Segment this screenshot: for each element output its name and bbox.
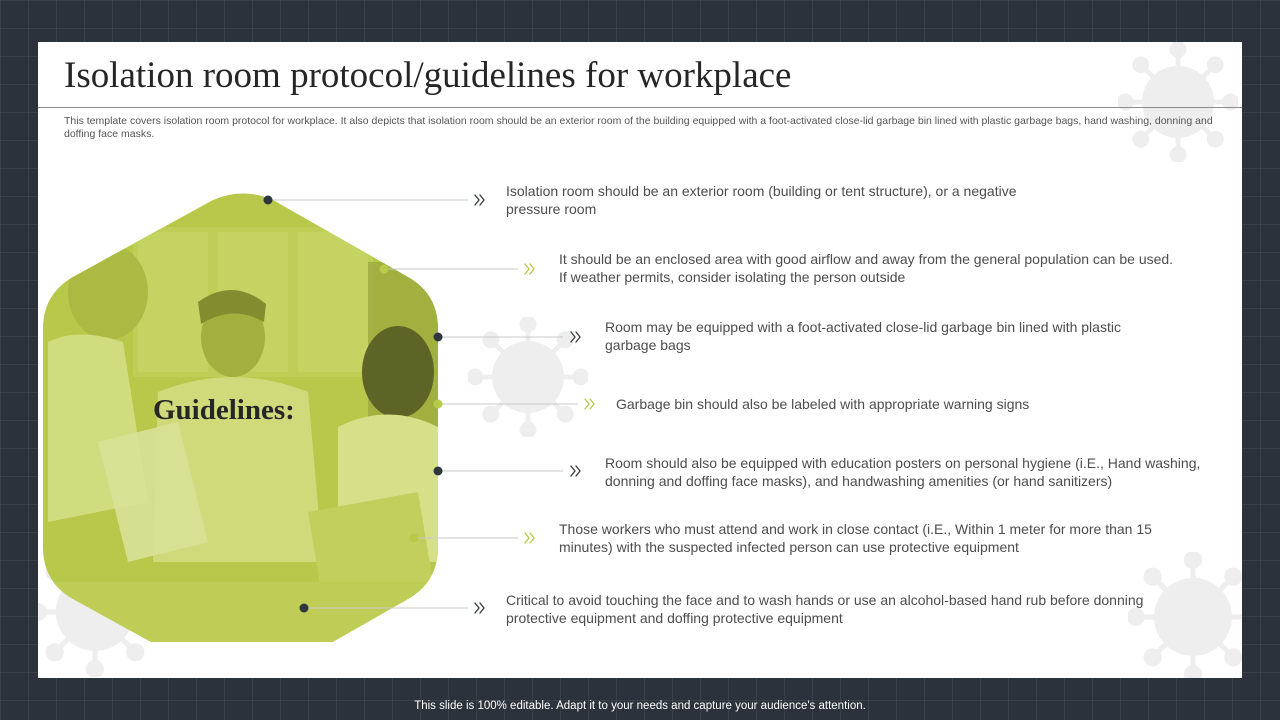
guideline-item-1: Isolation room should be an exterior room (building or tent structure), or a negative pressure room (506, 183, 1017, 217)
connector-lines (38, 42, 1242, 678)
slide (38, 42, 1242, 678)
marker-dot (434, 333, 443, 342)
page-subtitle: This template covers isolation room protocol for workplace. It also depicts that isolation room should be an exterior room of the building equipped with a foot-activated close-lid garbage bin lined with plastic garbage bags, hand washing, donning and doffing face masks. (64, 115, 1213, 140)
double-chevron-right-icon (475, 603, 484, 613)
hexagon-label: Guidelines: (153, 394, 295, 426)
guideline-item-4: Garbage bin should also be labeled with appropriate warning signs (616, 396, 1030, 412)
guideline-item-7: Critical to avoid touching the face and to wash hands or use an alcohol-based hand rub before donning protective equipment and doffing protective equipment (506, 592, 1144, 626)
marker-dot (380, 265, 389, 274)
page-title: Isolation room protocol/guidelines for workplace (64, 55, 792, 96)
guideline-item-2: It should be an enclosed area with good airflow and away from the general population can be used. If weather permits, consider isolating the person outside (559, 251, 1174, 285)
double-chevron-right-icon (571, 332, 580, 342)
marker-dot (410, 534, 419, 543)
double-chevron-right-icon (525, 533, 534, 543)
marker-dot (434, 400, 443, 409)
marker-dot (300, 604, 309, 613)
marker-dot (434, 467, 443, 476)
guideline-item-3: Room may be equipped with a foot-activated close-lid garbage bin lined with plastic garbage bags (605, 319, 1121, 353)
guideline-item-5: Room should also be equipped with education posters on personal hygiene (i.E., Hand washing, donning and doffing face masks), and handwashing amenities (or hand sanitizers) (605, 455, 1201, 489)
double-chevron-right-icon (525, 264, 534, 274)
guideline-item-6: Those workers who must attend and work in close contact (i.E., Within 1 meter for more than 15 minutes) with the suspected infected person can use protective equipment (559, 521, 1152, 555)
footer-note: This slide is 100% editable. Adapt it to your needs and capture your audience's attention. (414, 700, 866, 712)
double-chevron-right-icon (475, 195, 484, 205)
double-chevron-right-icon (571, 466, 580, 476)
marker-dot (264, 196, 273, 205)
double-chevron-right-icon (585, 399, 594, 409)
